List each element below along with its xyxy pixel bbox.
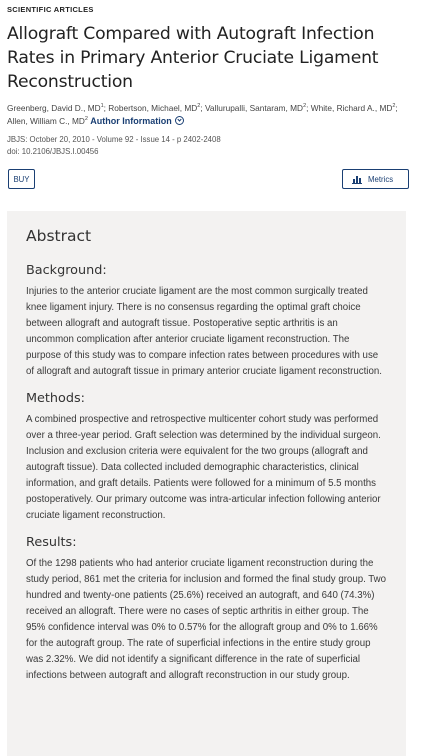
article-title: Allograft Compared with Autograft Infection Rates in Primary Anterior Cruciate Ligament Reconstruction: [7, 24, 379, 92]
background-text: Injuries to the anterior cruciate ligament are the most common surgically treated knee ligament injury. There is no consensus regarding the optimal graft choice between allograft and autograft tissue. Postoperative septic arthritis is an uncommon complication after anterior cruciate ligament reconstruction. The purpose of this study was to compare infection rates between procedures with use of allograft and autograft tissue in primary anterior cruciate ligament reconstruction.: [26, 286, 382, 377]
bar-chart-icon: [353, 176, 362, 183]
author-affiliation: 2: [303, 103, 307, 110]
abstract-panel: [7, 211, 406, 756]
metrics-label: Metrics: [368, 175, 394, 184]
methods-heading: Methods:: [26, 391, 85, 406]
author-name[interactable]: Vallurupalli, Santaram, MD: [204, 103, 304, 113]
author-affiliation: 2: [197, 103, 201, 110]
journal-citation: JBJS: October 20, 2010 - Volume 92 - Issue 14 - p 2402-2408: [7, 135, 221, 144]
author-name[interactable]: Allen, William C., MD: [7, 116, 85, 126]
author-affiliation: 2: [392, 103, 396, 110]
author-information-label: Author Information: [90, 116, 172, 126]
results-heading: Results:: [26, 535, 77, 550]
author-list: Greenberg, David D., $MD^1$; Robertson, Michael, $MD^2$; Vallurupalli, Santaram, $MD^2$; White, Richard A., $MD^2$; Allen, William C., $MD^2$ Author Information: [7, 103, 398, 126]
article-header: [0, 4, 423, 199]
buy-button[interactable]: BUY: [8, 169, 35, 189]
chevron-down-icon: [175, 116, 184, 125]
author-name[interactable]: Greenberg, David D., MD: [7, 103, 101, 113]
article-category: SCIENTIFIC ARTICLES: [7, 5, 94, 14]
metrics-button[interactable]: [342, 169, 409, 189]
author-affiliation: 1: [100, 103, 104, 110]
doi[interactable]: doi: 10.2106/JBJS.I.00456: [7, 147, 99, 156]
author-affiliation: 2: [84, 116, 88, 123]
abstract-heading: Abstract: [26, 227, 92, 245]
results-text: Of the 1298 patients who had anterior cruciate ligament reconstruction during the study period, 861 met the criteria for inclusion and formed the final study group. Two hundred and twenty-one patients (25.6%) received an autograft, and 640 (74.3%) received an allograft. There were no cases of septic arthritis in either group. The 95% confidence interval was 0% to 0.57% for the allograft group and 0% to 1.66% for the autograft group. The rate of superficial infections in the entire study group was 2.32%. We did not identify a significant difference in the rate of superficial infections between autograft and allograft reconstruction in our study group.: [26, 558, 387, 681]
background-heading: Background:: [26, 263, 107, 278]
article-actions: [7, 169, 416, 199]
author-information-toggle[interactable]: [90, 116, 184, 126]
author-name[interactable]: White, Richard A., MD: [310, 103, 393, 113]
methods-text: A combined prospective and retrospective multicenter cohort study was performed over a three-year period. Graft selection was determined by the individual surgeon. Inclusion and exclusion criteria were equivalent for the two groups (allograft and autograft tissue). Data collected included demographic characteristics, clinical information, and graft details. Patients were followed for a minimum of 5.5 months postoperatively. Our primary outcome was intra-articular infection following anterior cruciate ligament reconstruction.: [26, 414, 381, 521]
author-name[interactable]: Robertson, Michael, MD: [108, 103, 198, 113]
